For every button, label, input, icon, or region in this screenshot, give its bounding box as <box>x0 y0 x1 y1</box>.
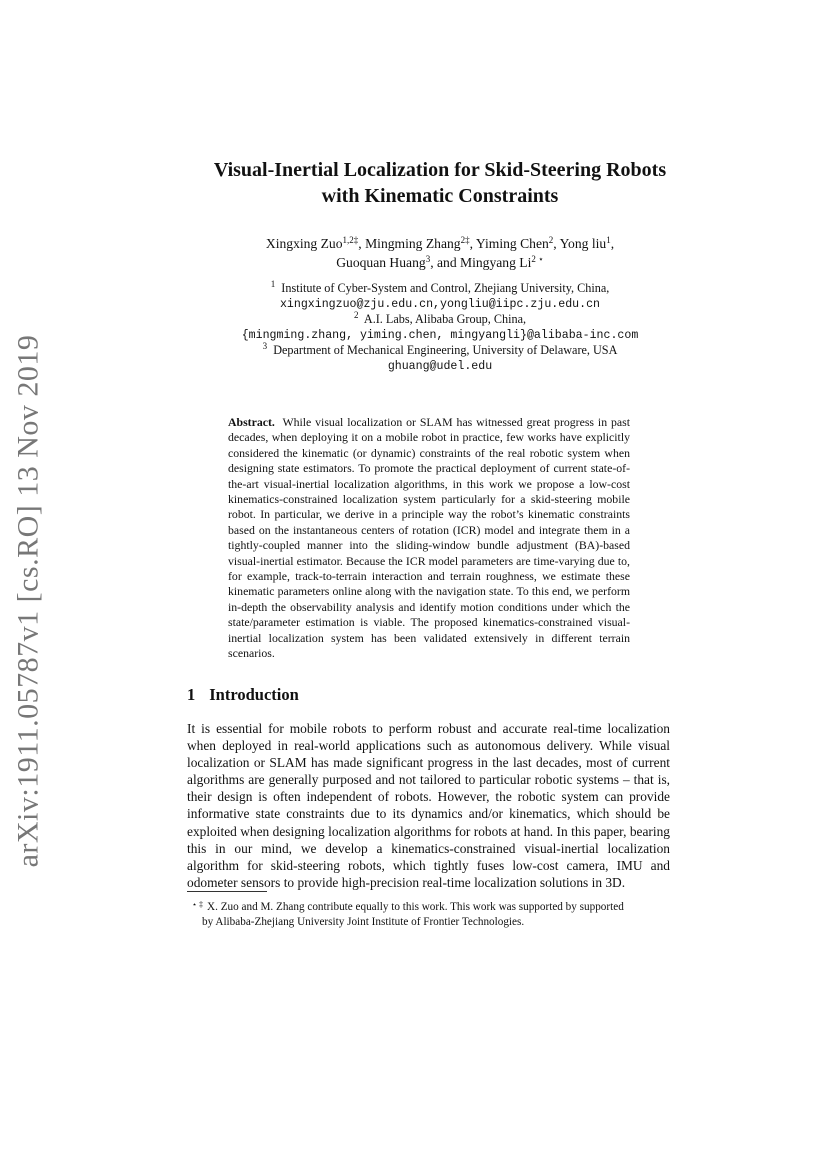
affiliation-text: Institute of Cyber-System and Control, Zhejiang University, China, <box>281 281 610 295</box>
author-separator: , <box>553 236 560 251</box>
footnote-line-1: X. Zuo and M. Zhang contribute equally to this work. This work was supported by supported <box>207 901 624 913</box>
affiliation-mark: 1 <box>270 279 276 289</box>
affiliations <box>150 281 730 375</box>
footnote-line-2: by Alibaba-Zhejiang University Joint Institute of Frontier Technologies. <box>202 916 525 928</box>
title-line-1: Visual-Inertial Localization for Skid-Steering Robots <box>213 159 667 181</box>
author-affil-mark: 2‡ <box>460 235 470 245</box>
abstract-label: Abstract. <box>228 415 275 429</box>
affiliation-text: Department of Mechanical Engineering, University of Delaware, USA <box>273 343 618 358</box>
author-name: Guoquan Huang <box>336 255 426 270</box>
affiliation-3 <box>150 343 730 359</box>
section-body-text: It is essential for mobile robots to perform robust and accurate real-time localization when deployed in real-world applications such as autonomous delivery. While visual localization or SLAM has made significant progress in the last decades, most of current algorithms are generally purposed and not tailored to particular robotic systems – that is, their design is often independent of robots. However, the robotic system can provide informative state constraints due to its dynamics and/or kinematics, which should be exploited when designing localization algorithms for robots at hand. In this paper, bearing this in our mind, we develop a kinematics-constrained visual-inertial localization algorithm for skid-steering robots, which tightly fuses low-cost camera, IMU and odometer sensors to provide high-precision real-time localization solutions in 3D. <box>187 721 670 890</box>
abstract <box>228 415 630 662</box>
affiliation-mark: 3 <box>262 341 268 352</box>
affiliation-3-email: ghuang@udel.edu <box>387 359 493 373</box>
author-name: Mingyang Li <box>460 255 532 270</box>
author-separator: , and <box>430 255 461 270</box>
author-name: Xingxing Zuo <box>265 236 343 251</box>
abstract-text: While visual localization or SLAM has witnessed great progress in past decades, when deploying it on a mobile robot in practice, few works have explicitly considered the kinematic (or dynamic) constraints of the real robotic system when designing state estimators. To promote the practical deployment of current state-of-the-art visual-inertial localization algorithms, in this work we propose a low-cost kinematics-constrained localization system particularly for a skid-steering mobile robot. In particular, we derive in a principle way the robot’s kinematic constraints based on the instantaneous centers of rotation (ICR) model and integrate them in a tightly-coupled manner into the sliding-window bundle adjustment (BA)-based visual-inertial estimator. Because the ICR model parameters are time-varying due to, for example, track-to-terrain interaction and terrain roughness, we estimate these kinematic parameters online along with the navigation state. To this end, we perform in-depth the observability analysis and identify motion conditions under which the state/parameter estimation is viable. The proposed kinematics-constrained visual-inertial localization system has been validated extensively in different terrain scenarios. <box>228 415 630 661</box>
arxiv-identifier <box>2 334 54 868</box>
author-separator: , <box>610 236 615 251</box>
author-name: Mingming Zhang <box>365 236 461 251</box>
paper-title <box>140 157 740 209</box>
footnote <box>192 897 670 930</box>
affiliation-1 <box>150 281 730 297</box>
author-separator: , <box>358 236 366 251</box>
author-affil-mark: 3 <box>425 254 431 264</box>
affiliation-mark: 2 <box>353 310 359 321</box>
footnote-marks: ⋆ ‡ <box>192 900 204 909</box>
footnote-divider <box>187 891 267 892</box>
author-affil-mark: 1,2‡ <box>342 235 359 245</box>
author-name: Yiming Chen <box>475 236 549 251</box>
title-line-2: with Kinematic Constraints <box>321 185 559 207</box>
arxiv-identifier-text: arXiv:1911.05787v1 [cs.RO] 13 Nov 2019 <box>11 334 44 868</box>
affiliation-2-email: {mingming.zhang, yiming.chen, mingyangli}@alibaba-inc.com <box>241 328 639 342</box>
section-number: 1 <box>187 685 196 704</box>
affiliation-1-email: xingxingzuo@zju.edu.cn,yongliu@iipc.zju.edu.cn <box>279 297 601 311</box>
author-affil-mark: 2 ⋆ <box>531 254 544 264</box>
author-name: Yong liu <box>559 236 607 251</box>
affiliation-text: A.I. Labs, Alibaba Group, China, <box>363 312 527 327</box>
affiliation-2 <box>150 312 730 328</box>
author-affil-mark: 2 <box>548 235 554 245</box>
section-title: Introduction <box>209 685 299 704</box>
author-affil-mark: 1 <box>606 235 611 245</box>
section-heading <box>187 685 299 705</box>
author-list <box>150 234 730 272</box>
author-separator: , <box>469 236 476 251</box>
